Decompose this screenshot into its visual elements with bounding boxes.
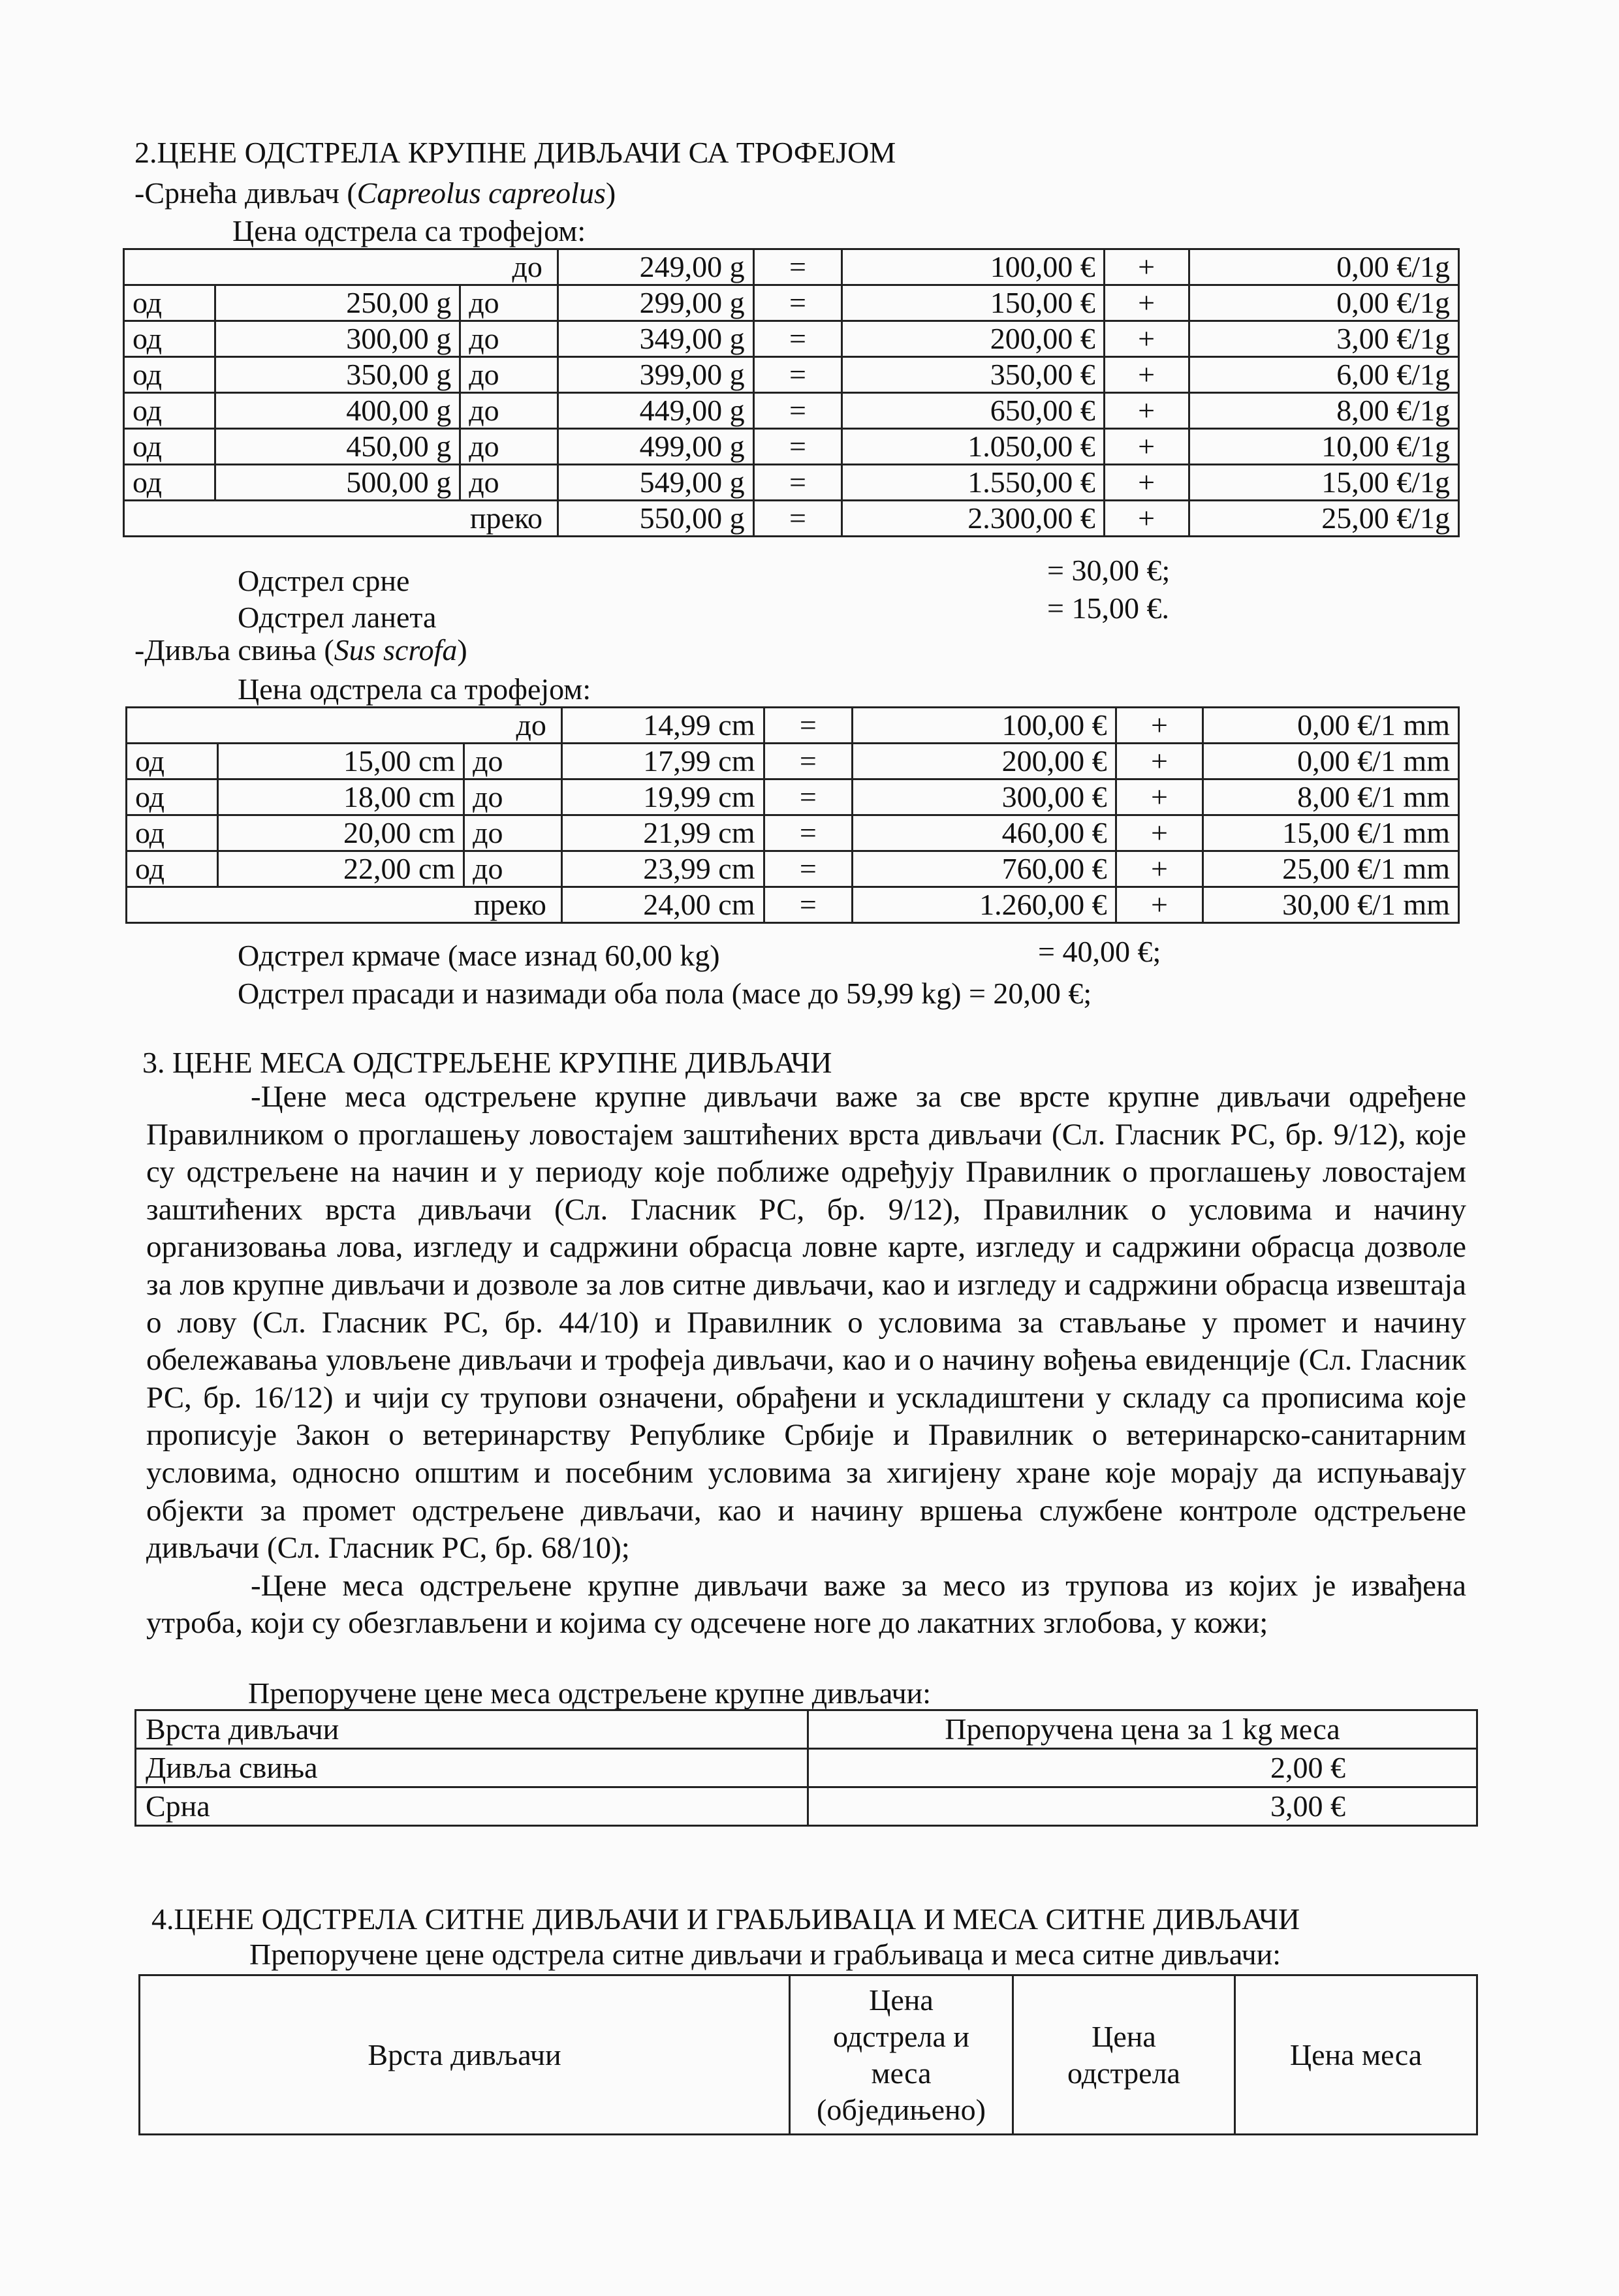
roe-to-value: 550,00 g — [558, 501, 753, 537]
roe-from-label: од — [124, 321, 215, 357]
roe-row — [124, 321, 1459, 357]
roe-to-value: 499,00 g — [558, 429, 753, 465]
boar-to-label: до — [127, 708, 562, 744]
boar-base-price: 200,00 € — [853, 744, 1116, 779]
roe-from-value: 450,00 g — [215, 429, 460, 465]
roe-base-price: 2.300,00 € — [842, 501, 1104, 537]
roe-from-value: 250,00 g — [215, 285, 460, 321]
roe-surcharge: 15,00 €/1g — [1189, 465, 1459, 501]
roe-base-price: 350,00 € — [842, 357, 1104, 393]
boar-equals-sign: = — [764, 815, 853, 851]
boar-plus-sign: + — [1116, 708, 1203, 744]
boar-surcharge: 0,00 €/1 mm — [1203, 708, 1459, 744]
roe-from-value: 500,00 g — [215, 465, 460, 501]
boar-surcharge: 15,00 €/1 mm — [1203, 815, 1459, 851]
small-game-header-combined: Цена одстрела и меса (обједињено) — [790, 1975, 1013, 2135]
roe-plus-sign: + — [1104, 321, 1189, 357]
roe-to-label: до — [460, 321, 558, 357]
boar-row — [127, 887, 1459, 923]
roe-plus-sign: + — [1104, 285, 1189, 321]
roe-to-value: 549,00 g — [558, 465, 753, 501]
roe-base-price: 100,00 € — [842, 249, 1104, 285]
boar-to-value: 23,99 cm — [561, 851, 764, 887]
roe-row — [124, 465, 1459, 501]
roe-surcharge: 25,00 €/1g — [1189, 501, 1459, 537]
boar-row — [127, 708, 1459, 744]
section-3-body — [146, 1078, 1466, 1643]
meat-species-cell: Дивља свиња — [136, 1749, 808, 1787]
boar-from-label: од — [127, 815, 218, 851]
roe-plus-sign: + — [1104, 357, 1189, 393]
meat-price-cell: 3,00 € — [808, 1787, 1477, 1826]
roe-row — [124, 285, 1459, 321]
meat-table-row — [136, 1749, 1477, 1787]
meat-price-table — [134, 1709, 1478, 1827]
roe-to-value: 449,00 g — [558, 393, 753, 429]
roe-from-value: 350,00 g — [215, 357, 460, 393]
boar-from-label: од — [127, 779, 218, 815]
roe-from-value: 300,00 g — [215, 321, 460, 357]
roe-doe-shooting-value: = 30,00 €; — [1047, 554, 1171, 587]
boar-equals-sign: = — [764, 851, 853, 887]
boar-plus-sign: + — [1116, 887, 1203, 923]
roe-doe-shooting-label: Одстрел срне — [238, 564, 410, 597]
roe-to-label: до — [460, 357, 558, 393]
roe-from-label: од — [124, 357, 215, 393]
roe-equals-sign: = — [753, 357, 842, 393]
sow-shooting-label: Одстрел крмаче (масе изнад 60,00 kg) — [238, 939, 720, 972]
piglet-shooting-label: Одстрел прасади и назимади оба пола (масе до 59,99 kg) = 20,00 €; — [238, 977, 1092, 1010]
section-3-paragraph-1: -Цене меса одстрељене крупне дивљачи важе за све врсте крупне дивљачи одређене Правилником о проглашењу ловостајем заштићених врста дивљачи (Сл. Гласник РС, бр. 9/12), које су одстрељене на начин и у периоду које поближе одређују Правилник о проглашењу ловостајем заштићених врста дивљачи (Сл. Гласник РС, бр. 9/12), Правилник о условима и начину организовања лова, изгледу и садржини обрасца ловне карте, изгледу и садржини обрасца дозволе за лов крупне дивљачи и дозволе за лов ситне дивљачи, као и изгледу и садржини обрасца извештаја о лову (Сл. Гласник РС, бр. 44/10) и Правилник о условима за стављање у промет и начину обележавања уловљене дивљачи и трофеја дивљачи, као и о начину вођења евиденције (Сл. Гласник РС, бр. 16/12) и чији су трупови означени, обрађени и ускладиштени у складу са прописима које прописује Закон о ветеринарству Републике Србије и Правилник о ветеринарско-санитарним условима, односно општим и посебним условима за хигијену хране које морају да испуњавају објекти за промет одстрељене дивљачи, као и начину вршења службене контроле одстрељене дивљачи (Сл. Гласник РС, бр. 68/10); — [146, 1080, 1466, 1565]
wild-boar-price-table — [125, 706, 1460, 924]
boar-row — [127, 744, 1459, 779]
roe-base-price: 200,00 € — [842, 321, 1104, 357]
roe-surcharge: 0,00 €/1g — [1189, 285, 1459, 321]
roe-from-label: од — [124, 393, 215, 429]
meat-prices-caption: Препоручене цене меса одстрељене крупне дивљачи: — [248, 1676, 932, 1710]
boar-row — [127, 851, 1459, 887]
roe-from-value: 400,00 g — [215, 393, 460, 429]
boar-surcharge: 25,00 €/1 mm — [1203, 851, 1459, 887]
boar-to-label: до — [464, 851, 562, 887]
roe-row — [124, 501, 1459, 537]
roe-surcharge: 6,00 €/1g — [1189, 357, 1459, 393]
roe-plus-sign: + — [1104, 249, 1189, 285]
boar-to-value: 24,00 cm — [561, 887, 764, 923]
small-game-price-table — [138, 1974, 1478, 2135]
roe-fawn-shooting-label: Одстрел ланета — [238, 601, 437, 634]
roe-surcharge: 10,00 €/1g — [1189, 429, 1459, 465]
boar-surcharge: 30,00 €/1 mm — [1203, 887, 1459, 923]
roe-row — [124, 249, 1459, 285]
section-4-heading: 4.ЦЕНЕ ОДСТРЕЛА СИТНЕ ДИВЉАЧИ И ГРАБЉИВАЦА И МЕСА СИТНЕ ДИВЉАЧИ — [151, 1902, 1300, 1936]
boar-to-value: 19,99 cm — [561, 779, 764, 815]
boar-equals-sign: = — [764, 708, 853, 744]
meat-table-row — [136, 1787, 1477, 1826]
boar-to-label: до — [464, 744, 562, 779]
roe-equals-sign: = — [753, 465, 842, 501]
roe-plus-sign: + — [1104, 501, 1189, 537]
roe-plus-sign: + — [1104, 465, 1189, 501]
roe-surcharge: 3,00 €/1g — [1189, 321, 1459, 357]
roe-to-value: 249,00 g — [558, 249, 753, 285]
roe-base-price: 1.050,00 € — [842, 429, 1104, 465]
boar-base-price: 300,00 € — [853, 779, 1116, 815]
meat-table-row — [136, 1710, 1477, 1749]
small-game-header-shooting: Цена одстрела — [1013, 1975, 1235, 2135]
boar-equals-sign: = — [764, 887, 853, 923]
boar-plus-sign: + — [1116, 815, 1203, 851]
boar-to-value: 17,99 cm — [561, 744, 764, 779]
small-game-prices-caption: Препоручене цене одстрела ситне дивљачи и грабљиваца и меса ситне дивљачи: — [249, 1938, 1281, 1971]
roe-plus-sign: + — [1104, 393, 1189, 429]
boar-from-value: 22,00 cm — [217, 851, 464, 887]
boar-equals-sign: = — [764, 779, 853, 815]
roe-base-price: 150,00 € — [842, 285, 1104, 321]
roe-to-label: до — [124, 249, 558, 285]
roe-base-price: 650,00 € — [842, 393, 1104, 429]
roe-to-label: до — [460, 429, 558, 465]
boar-row — [127, 815, 1459, 851]
roe-equals-sign: = — [753, 501, 842, 537]
roe-to-value: 349,00 g — [558, 321, 753, 357]
roe-base-price: 1.550,00 € — [842, 465, 1104, 501]
boar-plus-sign: + — [1116, 744, 1203, 779]
roe-to-label: до — [460, 465, 558, 501]
roe-to-label: преко — [124, 501, 558, 537]
boar-to-label: до — [464, 779, 562, 815]
roe-trophy-price-label: Цена одстрела са трофејом: — [232, 214, 586, 247]
boar-surcharge: 8,00 €/1 mm — [1203, 779, 1459, 815]
roe-from-label: од — [124, 465, 215, 501]
small-game-header-meat: Цена меса — [1235, 1975, 1477, 2135]
roe-deer-price-table — [123, 248, 1460, 537]
roe-row — [124, 357, 1459, 393]
boar-base-price: 760,00 € — [853, 851, 1116, 887]
boar-surcharge: 0,00 €/1 mm — [1203, 744, 1459, 779]
roe-from-label: од — [124, 429, 215, 465]
section-3-paragraph-2: -Цене меса одстрељене крупне дивљачи важе за месо из трупова из којих је извађена утроба, који су обезглављени и којима су одсечене ноге до лакатних зглобова, у кожи; — [146, 1568, 1466, 1641]
roe-row — [124, 393, 1459, 429]
boar-base-price: 460,00 € — [853, 815, 1116, 851]
section-2-heading: 2.ЦЕНЕ ОДСТРЕЛА КРУПНЕ ДИВЉАЧИ СА ТРОФЕЈОМ — [134, 136, 896, 169]
roe-equals-sign: = — [753, 393, 842, 429]
boar-to-value: 21,99 cm — [561, 815, 764, 851]
boar-equals-sign: = — [764, 744, 853, 779]
boar-to-value: 14,99 cm — [561, 708, 764, 744]
roe-to-label: до — [460, 393, 558, 429]
meat-species-cell: Врста дивљачи — [136, 1710, 808, 1749]
boar-to-label: до — [464, 815, 562, 851]
roe-to-label: до — [460, 285, 558, 321]
roe-fawn-shooting-value: = 15,00 €. — [1047, 591, 1169, 625]
meat-price-cell: 2,00 € — [808, 1749, 1477, 1787]
boar-base-price: 100,00 € — [853, 708, 1116, 744]
roe-equals-sign: = — [753, 429, 842, 465]
boar-base-price: 1.260,00 € — [853, 887, 1116, 923]
roe-plus-sign: + — [1104, 429, 1189, 465]
small-game-header-species: Врста дивљачи — [140, 1975, 790, 2135]
wild-boar-subheading: -Дивља свиња (Sus scrofa) — [134, 633, 467, 667]
roe-equals-sign: = — [753, 321, 842, 357]
boar-to-label: преко — [127, 887, 562, 923]
roe-surcharge: 8,00 €/1g — [1189, 393, 1459, 429]
boar-from-label: од — [127, 744, 218, 779]
roe-from-label: од — [124, 285, 215, 321]
meat-species-cell: Срна — [136, 1787, 808, 1826]
roe-equals-sign: = — [753, 249, 842, 285]
boar-from-value: 18,00 cm — [217, 779, 464, 815]
boar-from-value: 20,00 cm — [217, 815, 464, 851]
meat-price-cell: Препоручена цена за 1 kg меса — [808, 1710, 1477, 1749]
boar-plus-sign: + — [1116, 851, 1203, 887]
boar-from-label: од — [127, 851, 218, 887]
roe-to-value: 299,00 g — [558, 285, 753, 321]
boar-trophy-price-label: Цена одстрела са трофејом: — [238, 672, 591, 706]
roe-deer-subheading: -Срнећа дивљач (Capreolus capreolus) — [134, 176, 616, 210]
boar-row — [127, 779, 1459, 815]
roe-to-value: 399,00 g — [558, 357, 753, 393]
boar-plus-sign: + — [1116, 779, 1203, 815]
boar-from-value: 15,00 cm — [217, 744, 464, 779]
section-3-heading: 3. ЦЕНЕ МЕСА ОДСТРЕЉЕНЕ КРУПНЕ ДИВЉАЧИ — [142, 1046, 832, 1079]
roe-equals-sign: = — [753, 285, 842, 321]
roe-surcharge: 0,00 €/1g — [1189, 249, 1459, 285]
sow-shooting-value: = 40,00 €; — [1038, 935, 1161, 968]
roe-row — [124, 429, 1459, 465]
